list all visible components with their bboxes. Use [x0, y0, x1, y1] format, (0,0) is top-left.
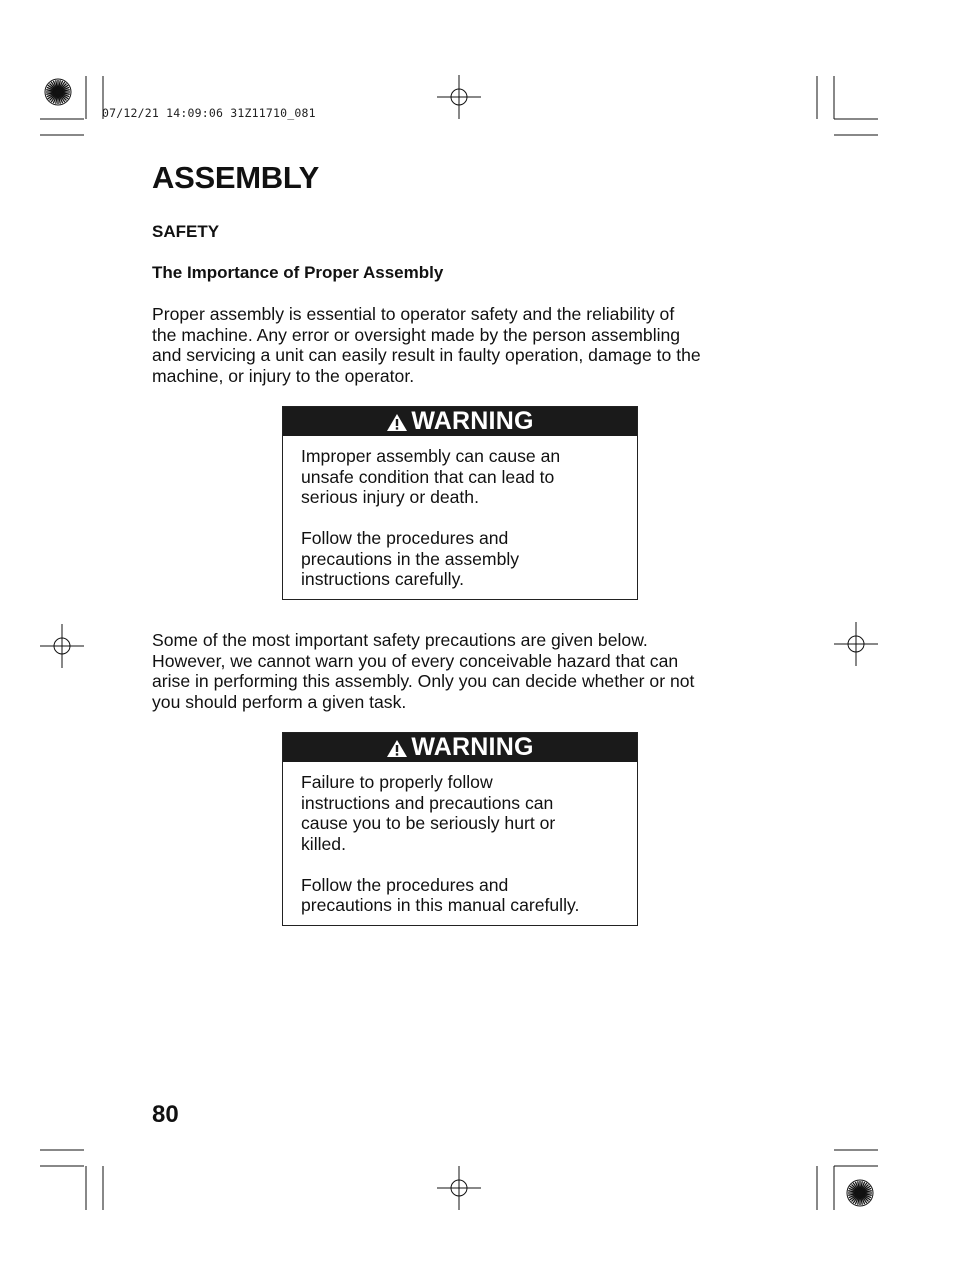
warning-box-manual: [282, 732, 638, 926]
warning-paragraph: [301, 446, 627, 508]
safety-heading: SAFETY: [152, 222, 220, 241]
warning-line: Failure to properly follow: [301, 772, 493, 792]
precautions-line: Some of the most important safety precautions are given below.: [152, 630, 648, 650]
print-slug: 07/12/21 14:09:06 31Z11710_081: [102, 106, 316, 120]
warning-paragraph: [301, 875, 627, 916]
page-number: 80: [152, 1101, 179, 1128]
warning-body: [283, 436, 637, 590]
warning-label: WARNING: [411, 733, 534, 761]
warning-triangle-icon: [386, 413, 408, 432]
warning-triangle-icon: [386, 739, 408, 758]
warning-paragraph: [301, 772, 627, 854]
warning-header: [283, 733, 637, 762]
intro-line: machine, or injury to the operator.: [152, 365, 415, 386]
warning-paragraph: [301, 528, 627, 590]
warning-line: serious injury or death.: [301, 487, 479, 507]
warning-line: unsafe condition that can lead to: [301, 466, 555, 487]
warning-header: [283, 407, 637, 436]
warning-line: Follow the procedures and: [301, 874, 509, 895]
warning-line: instructions and precautions can: [301, 792, 554, 813]
warning-line: precautions in this manual carefully.: [301, 895, 580, 915]
warning-line: cause you to be seriously hurt or: [301, 813, 556, 833]
warning-line: precautions in the assembly: [301, 548, 520, 569]
intro-line: the machine. Any error or oversight made by the person assembling: [152, 324, 681, 345]
precautions-paragraph: [152, 630, 782, 712]
warning-line: instructions carefully.: [301, 569, 464, 589]
warning-line: Follow the procedures and: [301, 528, 509, 548]
warning-line: killed.: [301, 833, 346, 854]
warning-line: Improper assembly can cause an: [301, 446, 561, 466]
section-title: ASSEMBLY: [152, 160, 319, 195]
precautions-line: you should perform a given task.: [152, 691, 407, 712]
intro-paragraph: [152, 304, 782, 386]
warning-box-assembly: [282, 406, 638, 600]
precautions-line: arise in performing this assembly. Only you can decide whether or not: [152, 671, 695, 691]
importance-heading: The Importance of Proper Assembly: [152, 263, 444, 282]
precautions-line: However, we cannot warn you of every conceivable hazard that can: [152, 650, 679, 671]
intro-line: Proper assembly is essential to operator safety and the reliability of: [152, 304, 675, 324]
warning-label: WARNING: [411, 407, 534, 435]
intro-line: and servicing a unit can easily result in faulty operation, damage to the: [152, 345, 701, 365]
warning-body: [283, 762, 637, 916]
